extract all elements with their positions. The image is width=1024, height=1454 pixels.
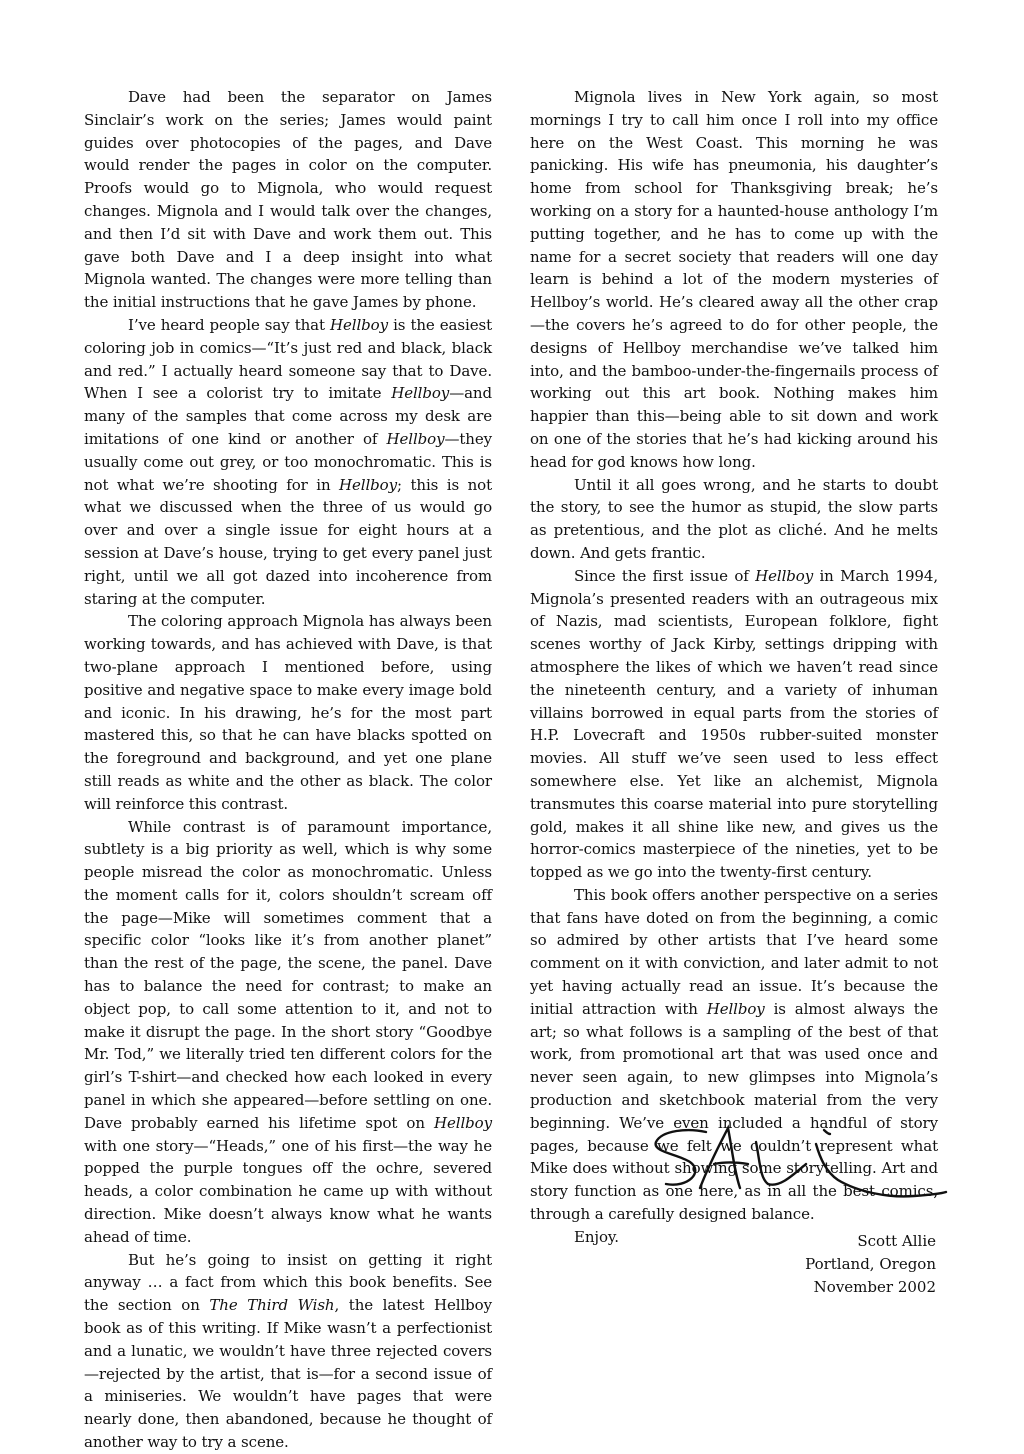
text-segment: While contrast is of paramount importance, subtlety is a big priority as well, which is why some people misread the color as monochromatic. Unless the moment calls for it, colors shouldn’t scream off the page—Mike will sometimes comment that a specific color “looks like it’s from another planet” than the rest of the page, the scene, the panel. Dave has to balance the need for contrast; to make an object pop, to call some attention to it, and not to make it disrupt the page. In the short story “Goodbye Mr. Tod,” we literally tried ten different colors for the girl’s T-shirt—and checked how each looked in every panel in which she appeared—before settling on one. Dave probably earned his lifetime spot on [84, 817, 492, 1132]
text-segment: Dave had been the separator on James Sinclair’s work on the series; James would paint guides over photocopies of the pages, and Dave would render the pages in color on the computer. Proofs would go to Mignola, who would request changes. Mignola and I would talk over the changes, and then I’d sit with Dave and work them out. This gave both Dave and I a deep insight into what Mignola wanted. The changes were more telling than the initial instructions that he gave James by phone. [84, 88, 492, 312]
text-segment: I’ve heard people say that [128, 315, 331, 334]
text-segment: in March 1994, Mignola’s presented readers with an outrageous mix of Nazis, mad scientists, European folklore, fight scenes worthy of Jack Kirby, settings dripping with atmosphere the likes of which we haven’t read since the nineteenth century, and a variety of inhuman villains borrowed in equal parts from the stories of H.P. Lovecraft and 1950s rubber-suited monster movies. All stuff we’ve seen used to less effect somewhere else. Yet like an alchemist, Mignola transmutes this coarse material into pure storytelling gold, makes it all shine like new, and gives us the horror-comics masterpiece of the nineties, yet to be topped as we go into the twenty-first century. [530, 566, 938, 882]
text-segment: Mignola lives in New York again, so most mornings I try to call him once I roll into my office here on the West Coast. This morning he was panicking. His wife has pneumonia, his daughter’s home from school for Thanksgiving break; he’s working on a story for a haunted-house anthology I’m putting together, and he has to come up with the name for a secret society that readers will one day learn is behind a lot of the modern mysteries of Hellboy’s world. He’s cleared away all the other crap—the covers he’s agreed to do for other people, the designs of Hellboy merchandise we’ve talked him into, and the bamboo-under-the-fingernails process of working out this art book. Nothing makes him happier than this—being able to sit down and work on one of the stories that he’s had kicking around his head for god knows how long. [530, 88, 938, 471]
paragraph [84, 1249, 492, 1454]
paragraph [84, 816, 492, 1249]
handwritten-signature [648, 1122, 948, 1212]
text-segment: But he’s going to insist on getting it right anyway … a fact from which this book benefits. See the section on [84, 1250, 492, 1315]
paragraph [84, 314, 492, 610]
text-segment: , the latest Hellboy book as of this writing. If Mike wasn’t a perfectionist and a lunatic, we wouldn’t have three rejected covers—rejected by the artist, that is—for a second issue of a miniseries. We wouldn’t have pages that were nearly done, then abandoned, because he thought of another way to try a scene. [84, 1296, 492, 1452]
author-location: Portland, Oregon [805, 1254, 936, 1273]
text-segment: is almost always the art; so what follows is a sampling of the best of that work, from promotional art that was used once and never seen again, to new glimpses into Mignola’s production and sketchbook material from the very beginning. We’ve even included a handful of story pages, because we felt we couldn’t represent what Mike does without showing some storytelling. Art and story function as one here, as in all the best comics, through a carefully designed balance. [530, 999, 938, 1224]
text-segment: Since the first issue of [574, 566, 756, 585]
italic-title: Hellboy [386, 429, 445, 448]
paragraph [84, 610, 492, 815]
italic-title: Hellboy [755, 566, 814, 585]
text-segment: The coloring approach Mignola has always been working towards, and has achieved with Dave, is that two-plane approach I mentioned before, using positive and negative space to make every image bold and iconic. In his drawing, he’s for the most part mastered this, so that he can have blacks spotted on the foreground and background, and yet one plane still reads as white and the other as black. The color will reinforce this contrast. [84, 612, 492, 813]
paragraph [530, 86, 938, 474]
author-name: Scott Allie [857, 1232, 936, 1250]
text-segment: This book offers another perspective on a series that fans have doted on from the beginning, a comic so admired by other artists that I’ve heard some comment on it with conviction, and later admit to not yet having actually read an issue. It’s because the initial attraction with [530, 885, 938, 1018]
author-date: November 2002 [813, 1277, 936, 1296]
text-segment: —and many of the samples that come across my desk are imitations of one kind or another of [84, 384, 492, 448]
right-column [530, 86, 938, 1249]
text-segment: Enjoy. [574, 1227, 619, 1246]
italic-title: Hellboy [330, 315, 388, 334]
text-segment: with one story—“Heads,” one of his first—the way he popped the purple tongues off the ochre, severed heads, a color combination he came up with without direction. Mike doesn’t always know what he wants ahead of time. [84, 1136, 492, 1246]
paragraph [84, 86, 492, 314]
italic-title: Hellboy [706, 999, 765, 1018]
text-segment: ; this is not what we discussed when the three of us would go over and over a single issue for eight hours at a session at Dave’s house, trying to get every panel just right, until we all got dazed into incoherence from staring at the computer. [84, 475, 492, 608]
paragraph [530, 565, 938, 884]
text-segment: is the easiest coloring job in comics—“It’s just red and black, black and red.” I actually heard someone say that to Dave. When I see a colorist try to imitate [84, 315, 492, 403]
text-segment: —they usually come out grey, or too monochromatic. This is not what we’re shooting for in [84, 429, 492, 494]
paragraph [530, 474, 938, 565]
italic-title: Hellboy [339, 475, 397, 494]
italic-title: Hellboy [434, 1113, 492, 1132]
italic-title: Hellboy [391, 384, 450, 403]
signature-block [805, 1230, 936, 1298]
left-column [84, 86, 492, 1454]
italic-title: The Third Wish [209, 1296, 335, 1315]
text-segment: Until it all goes wrong, and he starts to doubt the story, to see the humor as stupid, the slow parts as pretentious, and the plot as cliché. And he melts down. And gets frantic. [530, 475, 938, 562]
